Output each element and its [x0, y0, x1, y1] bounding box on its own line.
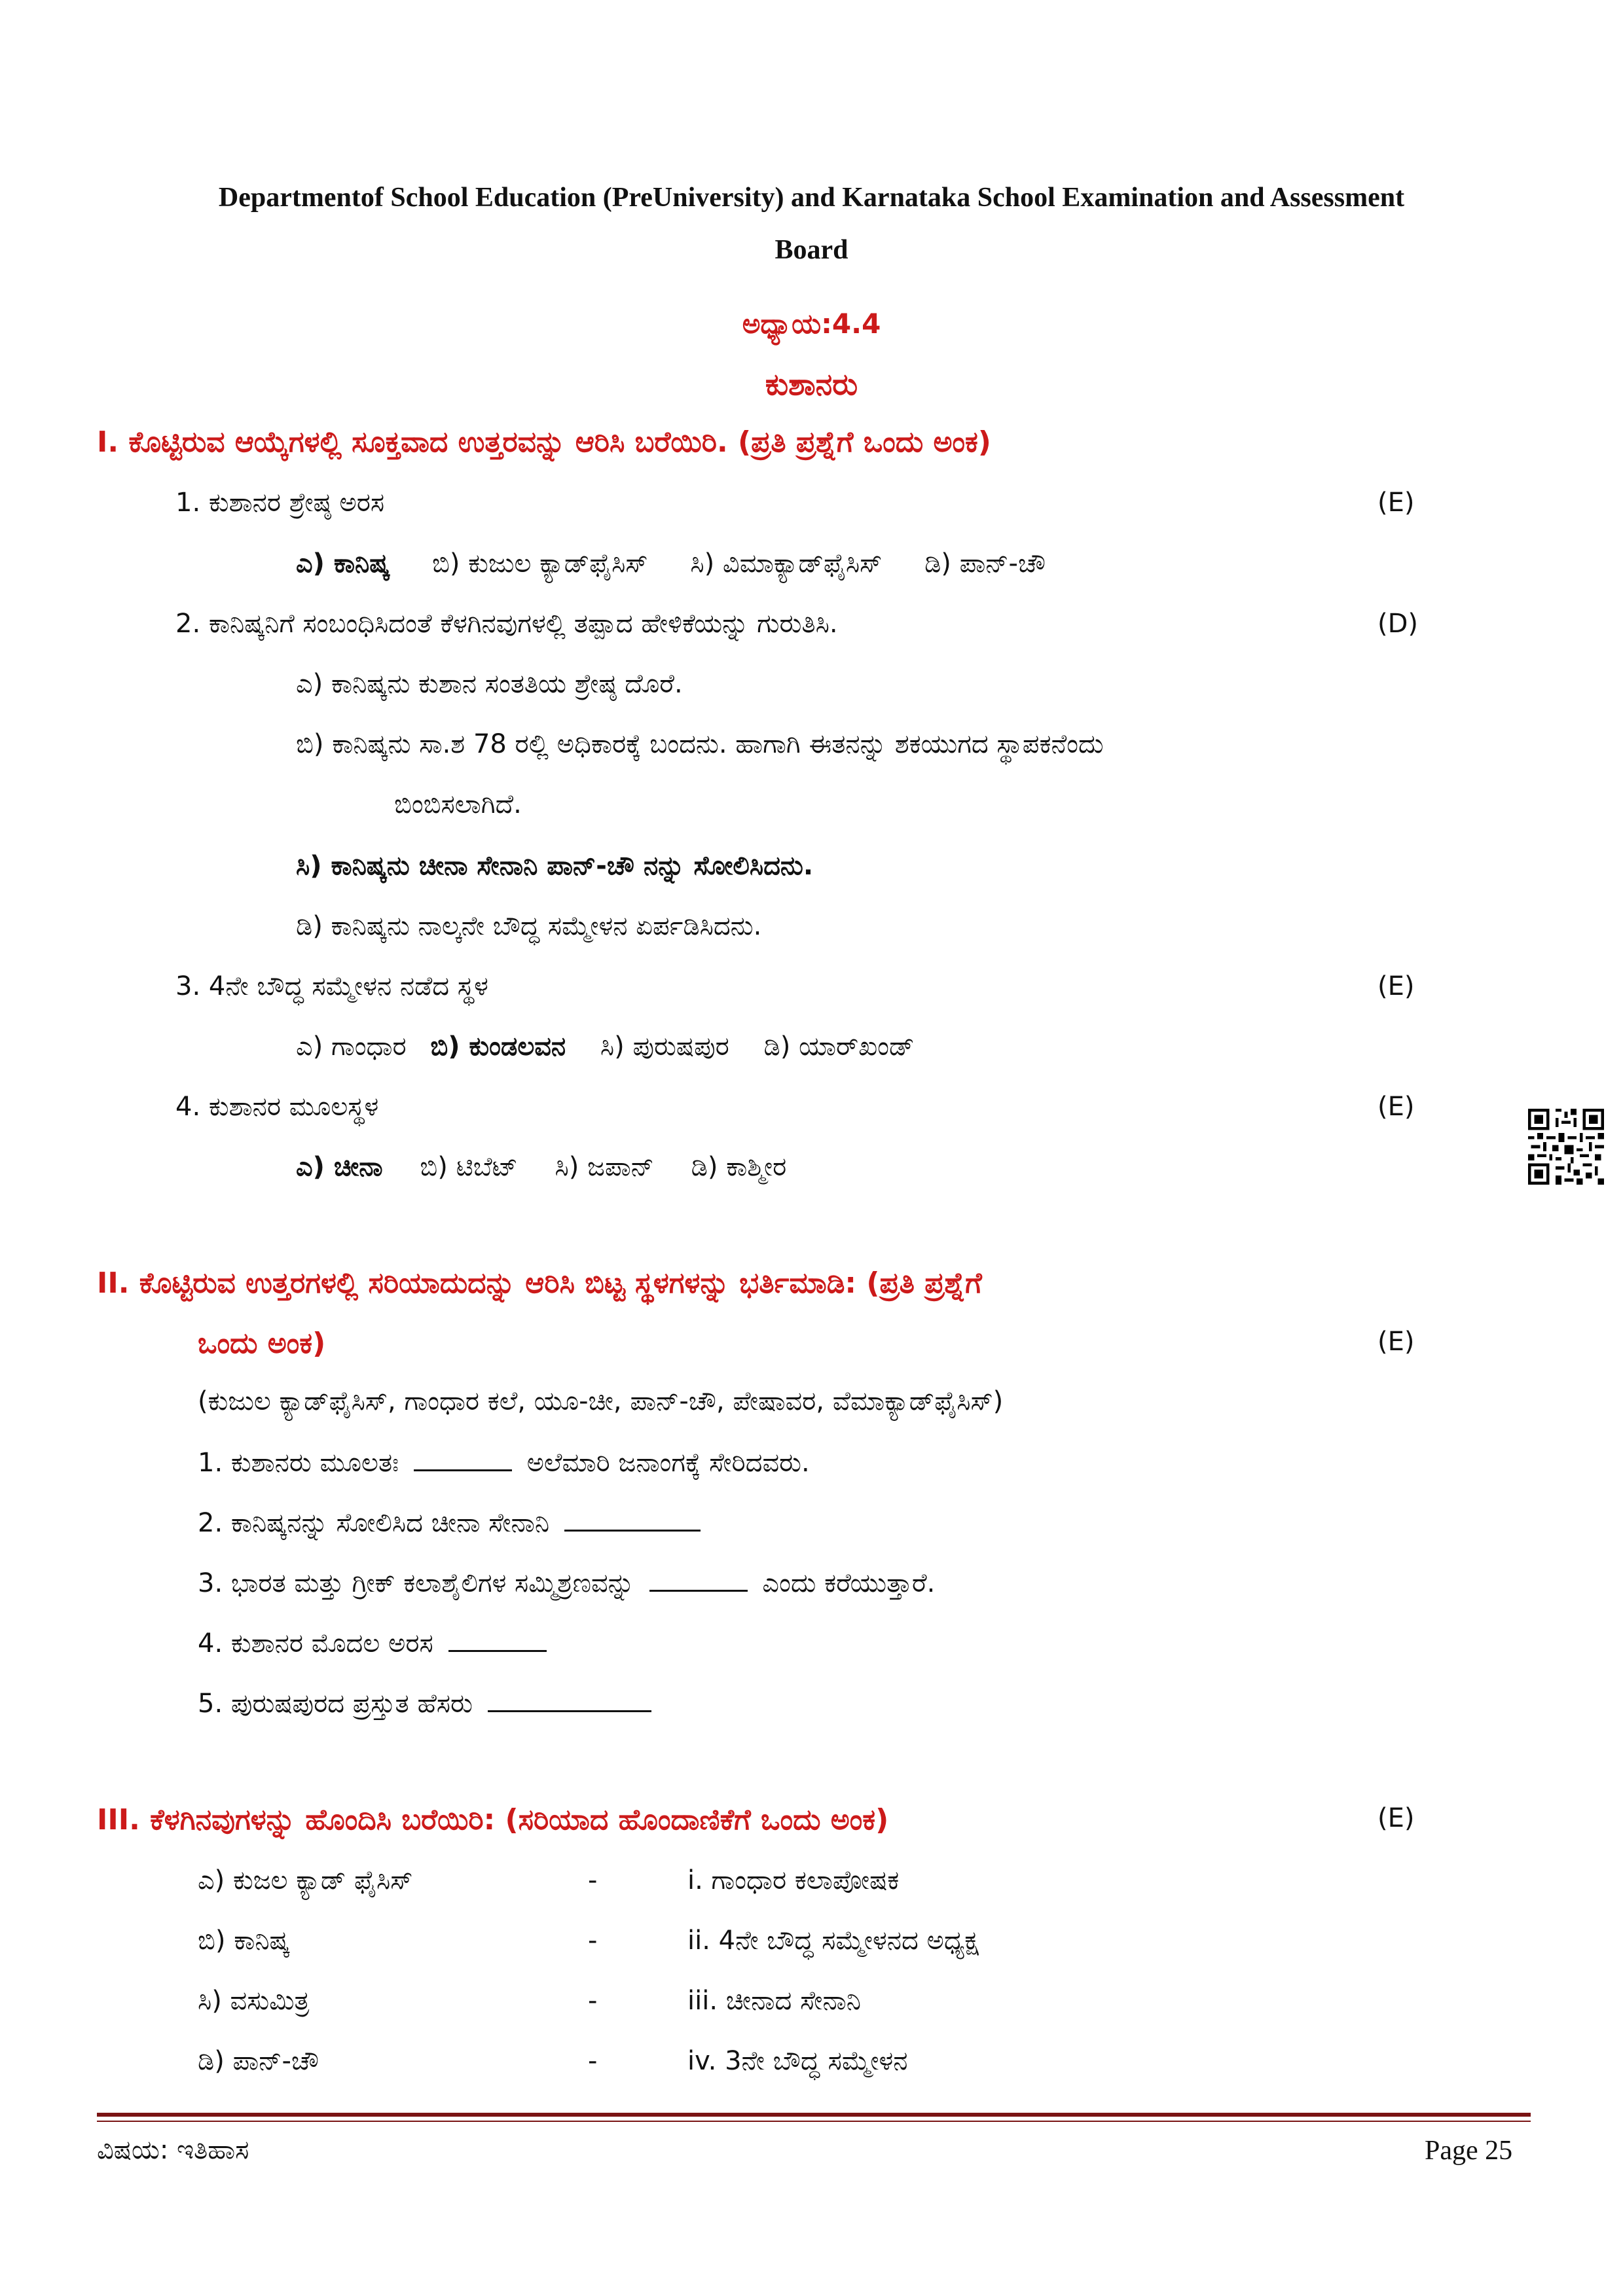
s1-q2-option-d: ಡಿ) ಕಾನಿಷ್ಕನು ನಾಲ್ಕನೇ ಬೌದ್ಧ ಸಮ್ಮೇಳನ ಏರ್ಪಡಿಸಿದನು. [296, 911, 762, 941]
s1-q4-option-a: ಎ) ಚೀನಾ [296, 1152, 383, 1182]
s2-item-5 [198, 1689, 658, 1719]
s1-q4-option-b: ಬಿ) ಟಿಬೆಟ್ [420, 1152, 518, 1182]
s1-q4-options [296, 1152, 820, 1182]
s1-q4-question: 4. ಕುಶಾನರ ಮೂಲಸ್ಥಳ [175, 1092, 379, 1122]
s3-row-4-dash: - [588, 2046, 598, 2076]
s2-item-2 [198, 1508, 707, 1538]
s3-row-1-right: i. ಗಾಂಧಾರ ಕಲಾಪೋಷಕ [687, 1865, 900, 1895]
s2-item-4 [198, 1628, 553, 1659]
s2-item-1-post: ಅಲೆಮಾರಿ ಜನಾಂಗಕ್ಕೆ ಸೇರಿದವರು. [526, 1448, 810, 1478]
s1-q1-option-d: ಡಿ) ಪಾನ್-ಚೌ [924, 548, 1046, 579]
s1-q2-option-b-line2: ಬಿಂಬಿಸಲಾಗಿದೆ. [394, 789, 522, 819]
s1-q3-option-c: ಸಿ) ಪುರುಷಪುರ [600, 1031, 729, 1062]
footer-rule-thick [97, 2113, 1531, 2117]
s1-q2-mark: (D) [1377, 609, 1419, 639]
s2-item-1-pre: 1. ಕುಶಾನರು ಮೂಲತಃ [198, 1448, 399, 1478]
answer-blank [564, 1524, 701, 1532]
section3-heading: III. ಕೆಳಗಿನವುಗಳನ್ನು ಹೊಂದಿಸಿ ಬರೆಯಿರಿ: (ಸರಿಯಾದ ಹೊಂದಾಣಿಕೆಗೆ ಒಂದು ಅಂಕ) [97, 1803, 889, 1837]
s2-item-4-pre: 4. ಕುಶಾನರ ಮೊದಲ ಅರಸ [198, 1628, 433, 1659]
s3-row-2-right: ii. 4ನೇ ಬೌದ್ಧ ಸಮ್ಮೇಳನದ ಅಧ್ಯಕ್ಷ [687, 1926, 979, 1956]
s1-q2-option-a: ಎ) ಕಾನಿಷ್ಕನು ಕುಶಾನ ಸಂತತಿಯ ಶ್ರೇಷ್ಠ ದೊರೆ. [296, 669, 683, 699]
s1-q4-option-d: ಡಿ) ಕಾಶ್ಮೀರ [691, 1152, 787, 1182]
s1-q3-option-b: ಬಿ) ಕುಂಡಲವನ [430, 1031, 566, 1062]
s3-row-4-left: ಡಿ) ಪಾನ್-ಚೌ [198, 2046, 319, 2076]
chapter-number: ಅಧ್ಯಾಯ:4.4 [742, 308, 881, 340]
s1-q4-option-c: ಸಿ) ಜಪಾನ್ [555, 1152, 654, 1182]
s1-q3-option-d: ಡಿ) ಯಾರ್‌ಖಂಡ್ [763, 1031, 915, 1062]
s1-q1-mark: (E) [1377, 488, 1415, 518]
s1-q4-mark: (E) [1377, 1092, 1415, 1122]
s2-item-3 [198, 1568, 935, 1598]
footer-subject: ವಿಷಯ: ಇತಿಹಾಸ [97, 2135, 249, 2165]
footer-page-number: Page 25 [1425, 2136, 1513, 2166]
s1-q1-options [296, 548, 1080, 579]
answer-blank [448, 1645, 547, 1652]
section1-heading: I. ಕೊಟ್ಟಿರುವ ಆಯ್ಕೆಗಳಲ್ಲಿ ಸೂಕ್ತವಾದ ಉತ್ತರವನ್ನು ಆರಿಸಿ ಬರೆಯಿರಿ. (ಪ್ರತಿ ಪ್ರಶ್ನೆಗೆ ಒಂದು ಅಂಕ) [97, 425, 991, 459]
board-header-line1: Departmentof School Education (PreUniversity) and Karnataka School Examination and Assessment [218, 183, 1405, 213]
s1-q2-question: 2. ಕಾನಿಷ್ಕನಿಗೆ ಸಂಬಂಧಿಸಿದಂತೆ ಕೆಳಗಿನವುಗಳಲ್ಲಿ ತಪ್ಪಾದ ಹೇಳಿಕೆಯನ್ನು ಗುರುತಿಸಿ. [175, 609, 838, 639]
s2-item-2-pre: 2. ಕಾನಿಷ್ಕನನ್ನು ಸೋಲಿಸಿದ ಚೀನಾ ಸೇನಾನಿ [198, 1508, 550, 1538]
s1-q3-options [296, 1031, 948, 1062]
s3-row-2-dash: - [588, 1926, 598, 1956]
s3-row-4-right: iv. 3ನೇ ಬೌದ್ಧ ಸಮ್ಮೇಳನ [687, 2046, 908, 2076]
s3-row-1-dash: - [588, 1865, 598, 1895]
s2-item-3-pre: 3. ಭಾರತ ಮತ್ತು ಗ್ರೀಕ್ ಕಲಾಶೈಲಿಗಳ ಸಮ್ಮಿಶ್ರಣವನ್ನು [198, 1568, 634, 1598]
s1-q1-option-c: ಸಿ) ವಿಮಾಕ್ಯಾಡ್‌ಫೈಸಿಸ್ [690, 548, 883, 579]
s1-q1-option-b: ಬಿ) ಕುಜುಲ ಕ್ಯಾಡ್‌ಫೈಸಿಸ್ [431, 548, 648, 579]
section2-word-bank: (ಕುಜುಲ ಕ್ಯಾಡ್‌ಫೈಸಿಸ್, ಗಾಂಧಾರ ಕಲೆ, ಯೂ-ಚೀ, ಪಾನ್-ಚೌ, ಪೇಷಾವರ, ವೆಮಾಕ್ಯಾಡ್‌ಫೈಸಿಸ್) [198, 1386, 1004, 1416]
s1-q1-option-a: ಎ) ಕಾನಿಷ್ಕ [296, 548, 390, 579]
section2-heading-line2: ಒಂದು ಅಂಕ) [198, 1327, 326, 1360]
page-title: ಕುಶಾನರು [765, 367, 858, 402]
s3-row-3-dash: - [588, 1986, 598, 2016]
s2-item-3-post: ಎಂದು ಕರೆಯುತ್ತಾರೆ. [762, 1568, 936, 1598]
board-header-line2: Board [775, 235, 848, 265]
s1-q1-question: 1. ಕುಶಾನರ ಶ್ರೇಷ್ಠ ಅರಸ [175, 488, 385, 518]
s3-row-3-left: ಸಿ) ವಸುಮಿತ್ರ [198, 1986, 310, 2016]
s2-item-5-pre: 5. ಪುರುಷಪುರದ ಪ್ರಸ್ತುತ ಹೆಸರು [198, 1689, 473, 1719]
footer-rule-thin [97, 2121, 1531, 2122]
s1-q3-option-a: ಎ) ಗಾಂಧಾರ [296, 1031, 407, 1062]
s3-row-1-left: ಎ) ಕುಜಲ ಕ್ಯಾಡ್ ಫೈಸಿಸ್ [198, 1865, 413, 1895]
qr-code-icon [1528, 1109, 1604, 1185]
answer-blank [488, 1705, 651, 1712]
section2-heading-line1: II. ಕೊಟ್ಟಿರುವ ಉತ್ತರಗಳಲ್ಲಿ ಸರಿಯಾದುದನ್ನು ಆರಿಸಿ ಬಿಟ್ಟ ಸ್ಥಳಗಳನ್ನು ಭರ್ತಿಮಾಡಿ: (ಪ್ರತಿ ಪ್ರಶ್ನೆಗೆ [97, 1266, 982, 1300]
section2-mark: (E) [1377, 1327, 1415, 1357]
answer-blank [414, 1464, 512, 1471]
answer-blank [649, 1585, 748, 1592]
s1-q3-mark: (E) [1377, 971, 1415, 1001]
s1-q3-question: 3. 4ನೇ ಬೌದ್ಧ ಸಮ್ಮೇಳನ ನಡೆದ ಸ್ಥಳ [175, 971, 488, 1001]
s1-q2-option-c: ಸಿ) ಕಾನಿಷ್ಕನು ಚೀನಾ ಸೇನಾನಿ ಪಾನ್-ಚೌ ನನ್ನು ಸೋಲಿಸಿದನು. [296, 851, 814, 881]
s2-item-1 [198, 1448, 810, 1478]
s3-row-3-right: iii. ಚೀನಾದ ಸೇನಾನಿ [687, 1986, 862, 2016]
section3-mark: (E) [1377, 1803, 1415, 1833]
s3-row-2-left: ಬಿ) ಕಾನಿಷ್ಕ [198, 1926, 290, 1956]
s1-q2-option-b-line1: ಬಿ) ಕಾನಿಷ್ಕನು ಸಾ.ಶ 78 ರಲ್ಲಿ ಅಧಿಕಾರಕ್ಕೆ ಬಂದನು. ಹಾಗಾಗಿ ಈತನನ್ನು ಶಕಯುಗದ ಸ್ಥಾಪಕನೆಂದು [296, 729, 1104, 759]
